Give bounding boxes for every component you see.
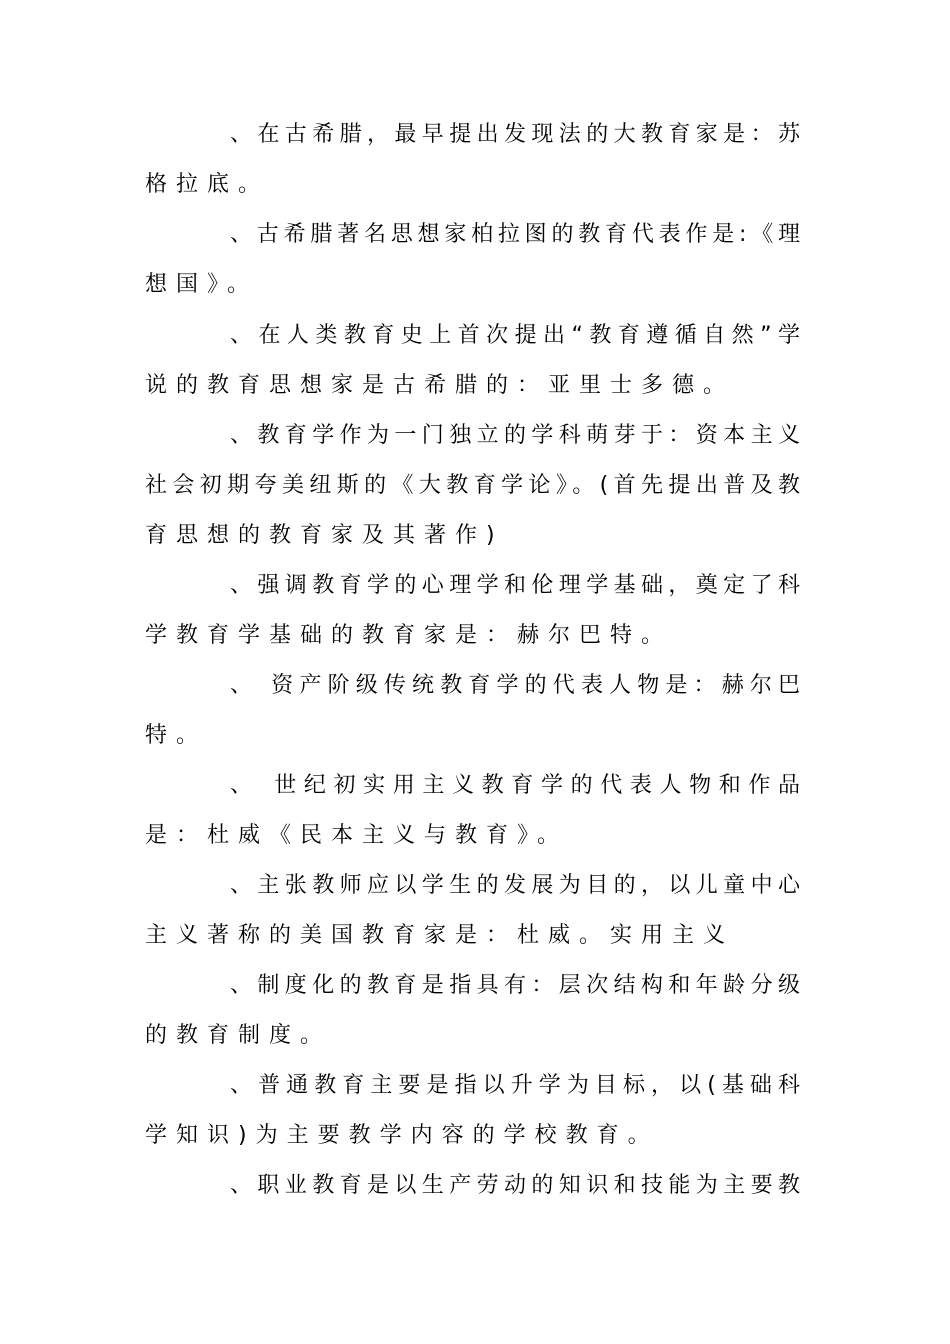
text-line: 、 世纪初实用主义教育学的代表人物和作品 [230,773,800,798]
text-line: 是：杜威《民本主义与教育》。 [145,823,569,848]
text-line: 、制度化的教育是指具有：层次结构和年龄分级 [230,973,800,998]
text-line: 想国》。 [145,272,259,297]
text-line: 、普通教育主要是指以升学为目标，以(基础科 [230,1073,800,1098]
text-line: 、强调教育学的心理学和伦理学基础，奠定了科 [230,573,800,598]
text-line: 格拉底。 [145,172,270,197]
text-line: 主义著称的美国教育家是：杜威。实用主义 [145,923,735,948]
text-line: 的教育制度。 [145,1023,332,1048]
text-line: 、在古希腊，最早提出发现法的大教育家是：苏 [230,122,800,147]
text-line: 、古希腊著名思想家柏拉图的教育代表作是:《理 [230,222,800,247]
text-line: 、职业教育是以生产劳动的知识和技能为主要教 [230,1173,800,1198]
text-line: 、主张教师应以学生的发展为目的，以儿童中心 [230,873,800,898]
text-line: 特。 [145,723,208,748]
text-line: 、 资产阶级传统教育学的代表人物是：赫尔巴 [230,673,800,698]
text-line: 学知识)为主要教学内容的学校教育。 [145,1123,659,1148]
text-line: 育思想的教育家及其著作) [145,523,504,548]
text-line: 社会初期夸美纽斯的《大教育学论》。(首先提出普及教 [145,473,800,498]
text-line: 说的教育思想家是古希腊的：亚里士多德。 [145,373,735,398]
text-line: 学教育学基础的教育家是：赫尔巴特。 [145,623,673,648]
text-line: 、在人类教育史上首次提出“教育遵循自然”学 [230,323,800,348]
text-line: 、教育学作为一门独立的学科萌芽于：资本主义 [230,423,800,448]
